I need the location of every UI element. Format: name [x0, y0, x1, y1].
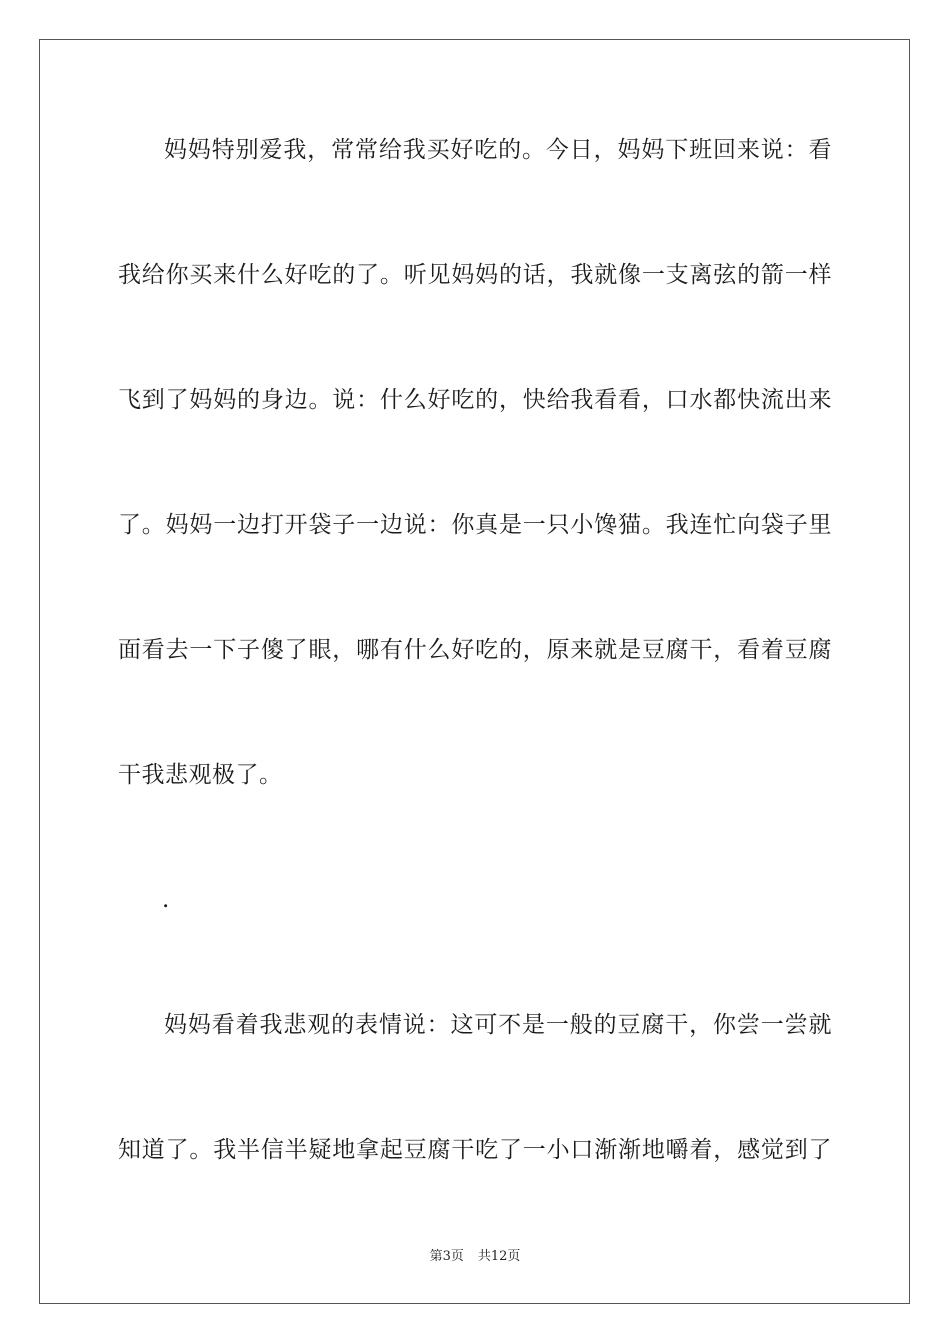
page-number-total: 共12页: [477, 1249, 521, 1264]
paragraph-1-line-4: 了。妈妈一边打开袋子一边说：你真是一只小馋猫。我连忙向袋子里: [118, 512, 832, 538]
paragraph-1-line-5: 面看去一下子傻了眼，哪有什么好吃的，原来就是豆腐干，看着豆腐: [118, 637, 832, 663]
paragraph-1-line-1: 妈妈特别爱我，常常给我买好吃的。今日，妈妈下班回来说：看: [164, 137, 832, 163]
paragraph-1-line-6: 干我悲观极了。: [118, 762, 283, 788]
page-footer: [0, 1248, 950, 1266]
paragraph-2-line-1: 妈妈看着我悲观的表情说：这可不是一般的豆腐干，你尝一尝就: [164, 1012, 832, 1038]
page-number-current: 第3页: [429, 1249, 464, 1264]
paragraph-1-line-2: 我给你买来什么好吃的了。听见妈妈的话，我就像一支离弦的箭一样: [118, 262, 832, 288]
paragraph-2-line-2: 知道了。我半信半疑地拿起豆腐干吃了一小口渐渐地嚼着，感觉到了: [118, 1137, 832, 1163]
paragraph-1-line-3: 飞到了妈妈的身边。说：什么好吃的，快给我看看，口水都快流出来: [118, 387, 832, 413]
page-frame: [39, 39, 910, 1304]
separator-dot: .: [162, 887, 170, 913]
